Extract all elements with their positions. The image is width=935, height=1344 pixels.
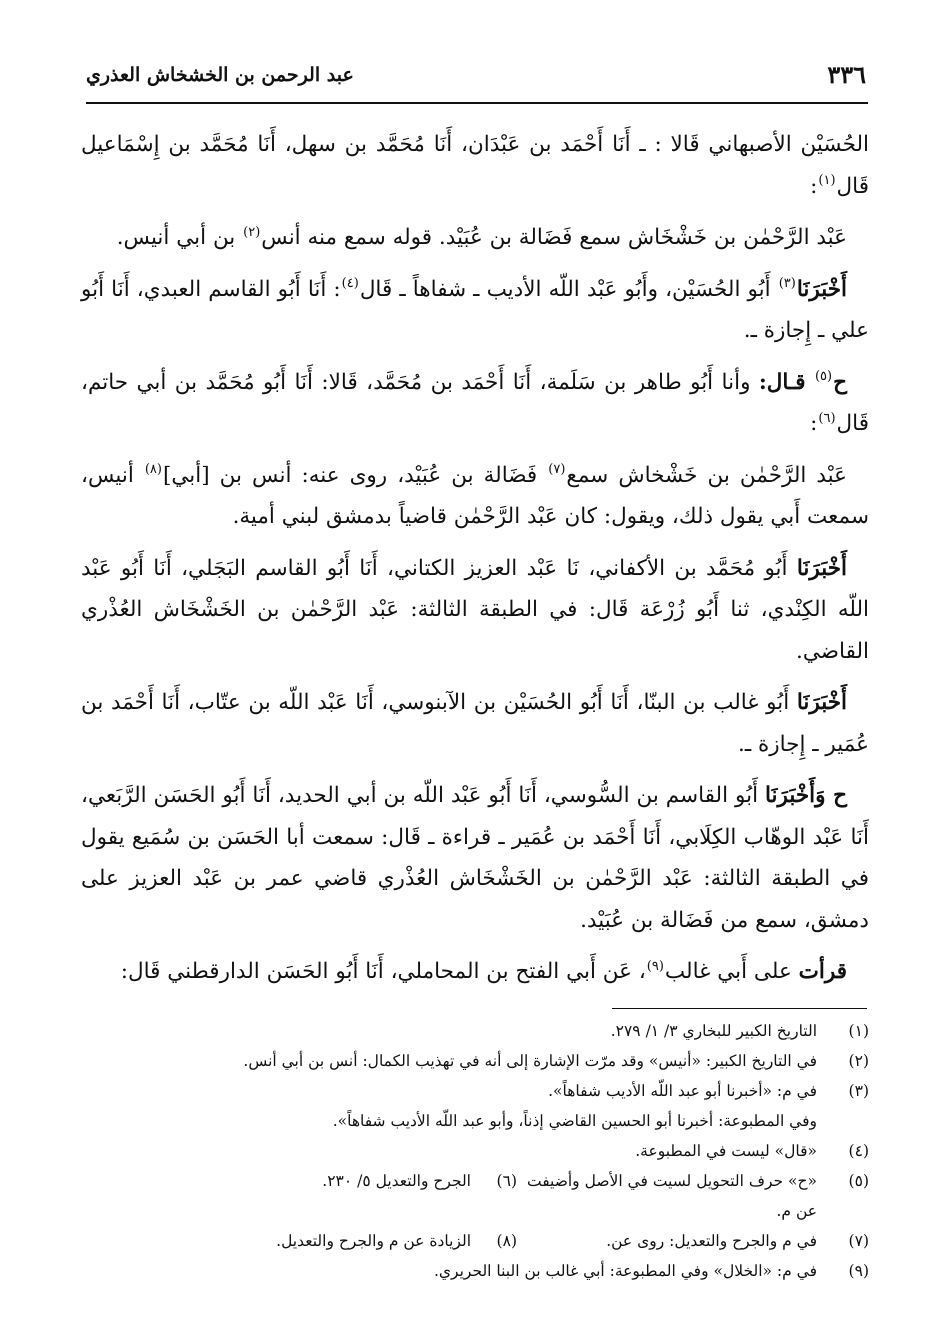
paragraph-text: على أَبي غالب <box>664 959 792 984</box>
footnote-number: (١) <box>848 1022 869 1040</box>
isnad-lead: أَخْبَرَنَا <box>796 555 847 581</box>
footnote-text: في م: «أخبرنا أبو عبد اللّه الأديب شفاهاً». <box>548 1082 817 1100</box>
footnote-text: «قال» ليست في المطبوعة. <box>635 1142 817 1160</box>
paragraph-text: وأنا أَبُو طاهر بن سَلَمة، أَنَا أَحْمَد بن مُحَمَّد، قَالا: أَنَا أَبُو مُحَمَّد بن أبي حاتم، قَال <box>81 369 869 436</box>
paragraph-text: أَبُو الحُسَيْن، وأَبُو عَبْد اللّه الأديب ـ شفاهاً ـ قَال <box>359 276 771 302</box>
isnad-lead: قـال: <box>758 369 806 395</box>
paragraph-7 <box>81 682 869 765</box>
footnote-text: «ح» حرف التحويل لسيت في الأصل وأضيفت عن م. <box>526 1172 817 1220</box>
footnote-text: الزيادة عن م والجرح والتعديل. <box>276 1232 471 1250</box>
page-header <box>86 58 866 98</box>
footnote-row <box>81 1166 869 1226</box>
footnote-item <box>81 1076 869 1106</box>
paragraph-2 <box>81 217 869 259</box>
paragraph-text: ، عَن أَبي الفتح بن المحاملي، أَنَا أَبُو الحَسَن الدارقطني قَال: <box>120 959 646 984</box>
paragraph-text: : أَنَا أَبُو القاسم العبدي، أَنَا أَبُو علي ـ إِجازة ـ. <box>81 276 869 343</box>
footnote-item <box>81 1016 869 1046</box>
paragraph-text: بن أبي أنيس. <box>116 225 236 250</box>
paragraph-text: أَبُو غالب بن البنّا، أَنَا أَبُو الحُسَيْن بن الآبنوسي، أَنَا عَبْد اللّه بن عتّاب، أَنَا أَحْمَد بن عُمَير ـ إِجازة ـ. <box>81 690 869 757</box>
footnote-ref[interactable]: (٢) <box>243 224 261 240</box>
running-title: عبد الرحمن بن الخشخاش العذري <box>86 64 354 86</box>
paragraph-8 <box>81 775 869 941</box>
paragraph-text: عَبْد الرَّحْمٰن بن خَشْخَاش سمع فَضَالة بن عُبَيْد. قوله سمع منه أنس <box>261 225 847 250</box>
footnote-item <box>81 1256 869 1286</box>
footnote-ref[interactable]: (١) <box>818 173 836 189</box>
footnote-rule <box>612 1008 867 1009</box>
isnad-lead: ح وَأَخْبَرَنَا <box>764 783 847 808</box>
tahwil-mark: ح <box>833 369 847 395</box>
footnote-text: الجرح والتعديل ٥/ ٢٣٠. <box>322 1172 471 1190</box>
footnote-number: (٥) <box>848 1172 869 1190</box>
footnote-item <box>81 1136 869 1166</box>
paragraph-text: أَبُو مُحَمَّد بن الأكفاني، نَا عَبْد العزيز الكتاني، أَنَا أَبُو القاسم البَجَلي، أَنَا أَبُو عَبْد اللّه الكِنْدي، ثنا أَبُو زُرْعَة قَال: في الطبقة الثالثة: عَبْد الرَّحْمٰن بن الخَشْخَاش العُذْري القاضي. <box>81 555 869 664</box>
paragraph-text: : <box>810 173 818 199</box>
footnote-text: في م: «الخلال» وفي المطبوعة: أبي غالب بن البنا الحريري. <box>433 1262 817 1280</box>
footnote-number: (٢) <box>848 1052 869 1070</box>
paragraph-text: أنيس، سمعت أَبي يقول ذلك، ويقول: كان عَبْد الرَّحْمٰن قاضياً بدمشق لبني أمية. <box>81 462 869 529</box>
isnad-lead: قرأت <box>798 959 847 984</box>
footnote-continuation: وفي المطبوعة: أخبرنا أبو الحسين القاضي إذناً، وأبو عبد اللّه الأديب شفاهاً». <box>332 1112 817 1130</box>
page-number: ٣٣٦ <box>827 60 866 89</box>
footnote-text: في التاريخ الكبير: «أنيس» وقد مرّت الإشارة إلى أنه في تهذيب الكمال: أنس بن أبي أنس. <box>243 1052 817 1070</box>
footnote-number: (٧) <box>848 1232 869 1250</box>
footnote-row <box>81 1226 869 1256</box>
footnotes-section <box>81 1016 869 1286</box>
paragraph-5 <box>81 455 869 538</box>
footnote-number: (٦) <box>496 1172 517 1190</box>
paragraph-text: فَضَالة بن عُبَيْد، روى عنه: أنس بن [أبي] <box>162 462 538 488</box>
footnote-ref[interactable]: (٥) <box>814 369 833 385</box>
paragraph-1 <box>81 124 869 207</box>
paragraph-text: الحُسَيْن الأصبهاني قَالا : ـ أَنَا أَحْمَد بن عَبْدَان، أَنَا مُحَمَّد بن سهل، أَنَا مُحَمَّد بن إِسْمَاعيل قَال <box>81 132 869 199</box>
paragraph-text: عَبْد الرَّحْمٰن بن خَشْخاش سمع <box>566 462 848 488</box>
footnote-number: (٣) <box>848 1082 869 1100</box>
footnote-number: (٤) <box>848 1142 869 1160</box>
paragraph-3 <box>81 269 869 352</box>
footnote-text: في م والجرح والتعديل: روى عن. <box>606 1232 817 1250</box>
footnote-ref[interactable]: (٤) <box>341 276 359 292</box>
isnad-lead: أَخْبَرَنَا <box>796 690 847 715</box>
footnote-ref[interactable]: (٨) <box>144 462 162 478</box>
footnote-ref[interactable]: (٧) <box>548 462 566 478</box>
footnote-number: (٩) <box>848 1262 869 1280</box>
footnote-ref[interactable]: (٩) <box>646 958 664 974</box>
isnad-lead: أَخْبَرَنَا <box>796 276 848 302</box>
footnote-item <box>81 1046 869 1076</box>
footnote-text: التاريخ الكبير للبخاري ٣/ ١/ ٢٧٩. <box>610 1022 817 1040</box>
paragraph-4 <box>81 362 869 445</box>
paragraph-text: أَبُو القاسم بن السُّوسي، أَنَا أَبُو عَبْد اللّه بن أبي الحديد، أَنَا أَبُو الحَسَن الرَّبَعي، أَنَا عَبْد الوهّاب الكِلَابي، أَنَا أَحْمَد بن عُمَير ـ قراءة ـ قَال: سمعت أبا الحَسَن بن سُمَيع يقول في الطبقة الثالثة: عَبْد الرَّحْمٰن بن الخَشْخَاش العُذْري قاضي عمر بن عَبْد العزيز على دمشق، سمع من فَضَالة بن عُبَيْد. <box>81 783 869 933</box>
footnote-number: (٨) <box>496 1232 517 1250</box>
paragraph-9 <box>81 951 869 993</box>
paragraph-6 <box>81 548 869 673</box>
main-text <box>81 124 869 1003</box>
paragraph-text: : <box>810 411 818 436</box>
footnote-ref[interactable]: (٦) <box>818 410 836 426</box>
footnote-ref[interactable]: (٣) <box>778 276 796 292</box>
header-rule <box>86 102 868 104</box>
